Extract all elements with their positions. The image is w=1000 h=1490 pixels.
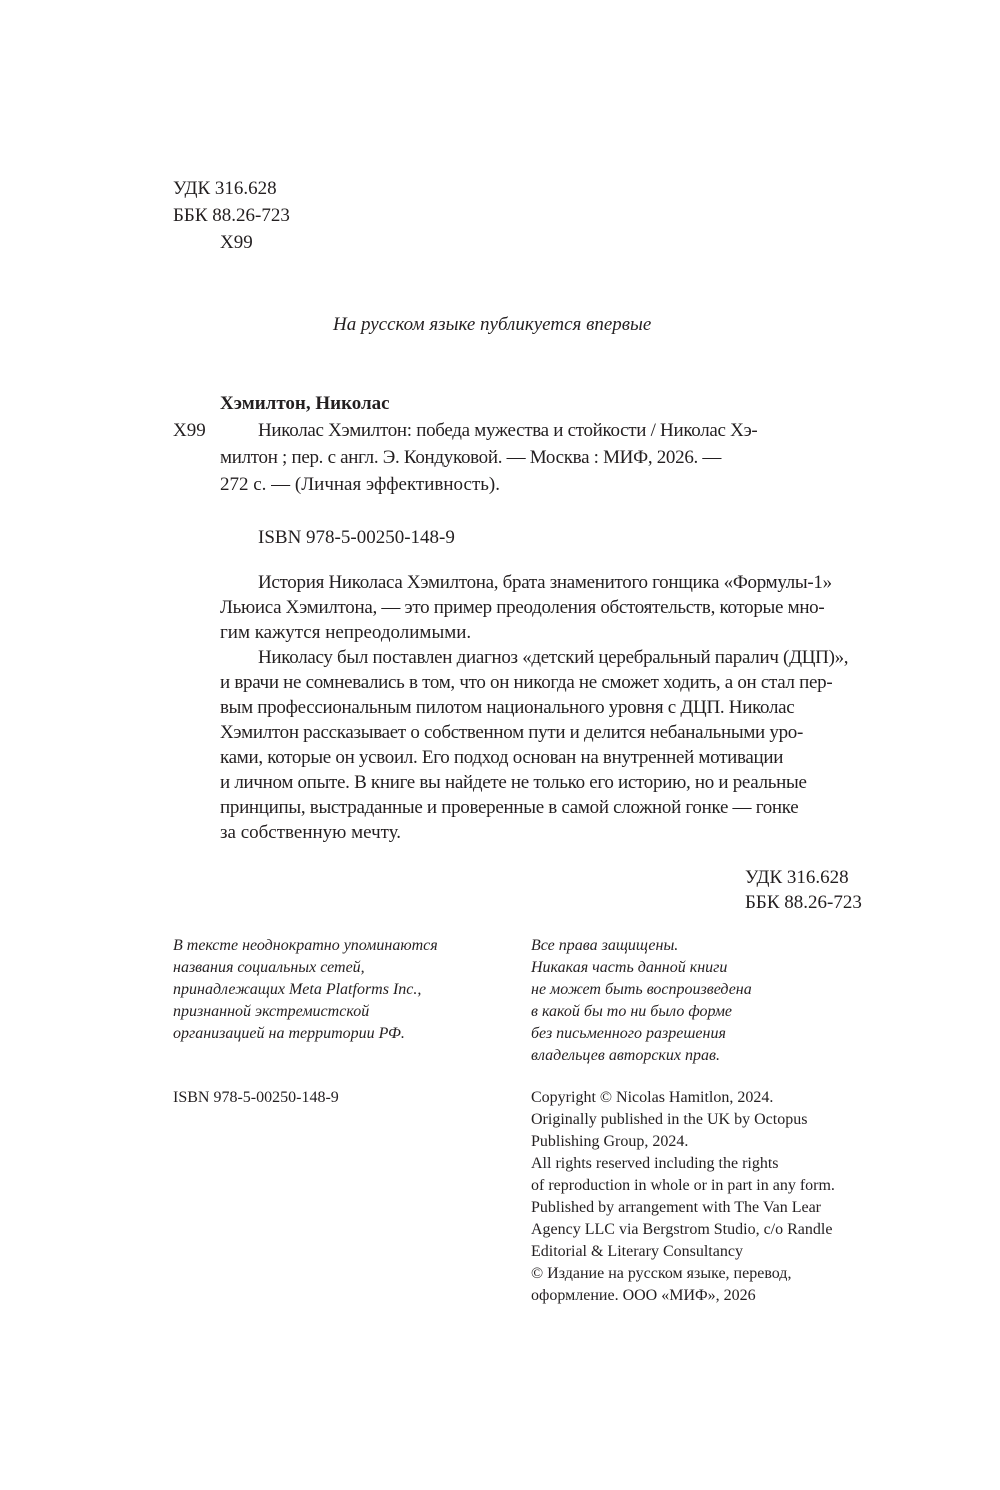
annotation-line: принципы, выстраданные и проверенные в самой сложной гонке — гонке <box>220 797 799 818</box>
meta-notice-line: признанной экстремистской <box>173 1003 370 1020</box>
copyright-line: © Издание на русском языке, перевод, <box>531 1265 792 1282</box>
annotation-line: гим кажутся непреодолимыми. <box>220 622 472 643</box>
catalog-author-mark: Х99 <box>173 420 206 441</box>
rights-notice-line: Все права защищены. <box>531 937 679 954</box>
first-publication-note: На русском языке публикуется впервые <box>333 314 652 335</box>
catalog-description-line: Николас Хэмилтон: победа мужества и стойкости / Николас Хэ- <box>258 420 758 441</box>
udk-code-bottom: УДК 316.628 <box>745 867 849 888</box>
copyright-line: оформление. ООО «МИФ», 2026 <box>531 1287 756 1304</box>
catalog-isbn: ISBN 978-5-00250-148-9 <box>258 527 455 548</box>
udk-code: УДК 316.628 <box>173 178 277 199</box>
annotation-line: История Николаса Хэмилтона, брата знаменитого гонщика «Формулы-1» <box>258 572 832 593</box>
meta-notice-line: организацией на территории РФ. <box>173 1025 405 1042</box>
rights-notice-line: Никакая часть данной книги <box>531 959 728 976</box>
copyright-line: All rights reserved including the rights <box>531 1155 779 1172</box>
bbk-code-bottom: ББК 88.26-723 <box>745 892 862 913</box>
annotation-line: вым профессиональным пилотом национального уровня с ДЦП. Николас <box>220 697 795 718</box>
annotation-line: Николасу был поставлен диагноз «детский церебральный паралич (ДЦП)», <box>258 647 849 668</box>
annotation-line: Хэмилтон рассказывает о собственном пути и делится небанальными уро- <box>220 722 803 743</box>
copyright-line: Published by arrangement with The Van Lear <box>531 1199 821 1216</box>
isbn-bottom: ISBN 978-5-00250-148-9 <box>173 1089 339 1106</box>
copyright-line: Publishing Group, 2024. <box>531 1133 689 1150</box>
meta-notice-line: В тексте неоднократно упоминаются <box>173 937 438 954</box>
copyright-line: Originally published in the UK by Octopus <box>531 1111 808 1128</box>
author-mark: Х99 <box>220 232 253 253</box>
meta-notice-line: названия социальных сетей, <box>173 959 365 976</box>
catalog-description-line: 272 с. — (Личная эффективность). <box>220 474 500 495</box>
annotation-line: и врачи не сомневались в том, что он никогда не сможет ходить, а он стал пер- <box>220 672 833 693</box>
copyright-line: Copyright © Nicolas Hamitlon, 2024. <box>531 1089 774 1106</box>
catalog-description-line: милтон ; пер. с англ. Э. Кондуковой. — Москва : МИФ, 2026. — <box>220 447 722 468</box>
rights-notice-line: без письменного разрешения <box>531 1025 726 1042</box>
annotation-line: за собственную мечту. <box>220 822 402 843</box>
annotation-line: ками, которые он усвоил. Его подход основан на внутренней мотивации <box>220 747 784 768</box>
rights-notice-line: в какой бы то ни было форме <box>531 1003 732 1020</box>
copyright-line: of reproduction in whole or in part in any form. <box>531 1177 835 1194</box>
annotation-line: и личном опыте. В книге вы найдете не только его историю, но и реальные <box>220 772 807 793</box>
copyright-line: Editorial & Literary Consultancy <box>531 1243 743 1260</box>
meta-notice-line: принадлежащих Meta Platforms Inc., <box>173 981 422 998</box>
bbk-code: ББК 88.26-723 <box>173 205 290 226</box>
rights-notice-line: не может быть воспроизведена <box>531 981 752 998</box>
copyright-line: Agency LLC via Bergstrom Studio, c/o Randle <box>531 1221 833 1238</box>
catalog-author-heading: Хэмилтон, Николас <box>220 393 390 414</box>
annotation-line: Льюиса Хэмилтона, — это пример преодоления обстоятельств, которые мно- <box>220 597 825 618</box>
rights-notice-line: владельцев авторских прав. <box>531 1047 720 1064</box>
